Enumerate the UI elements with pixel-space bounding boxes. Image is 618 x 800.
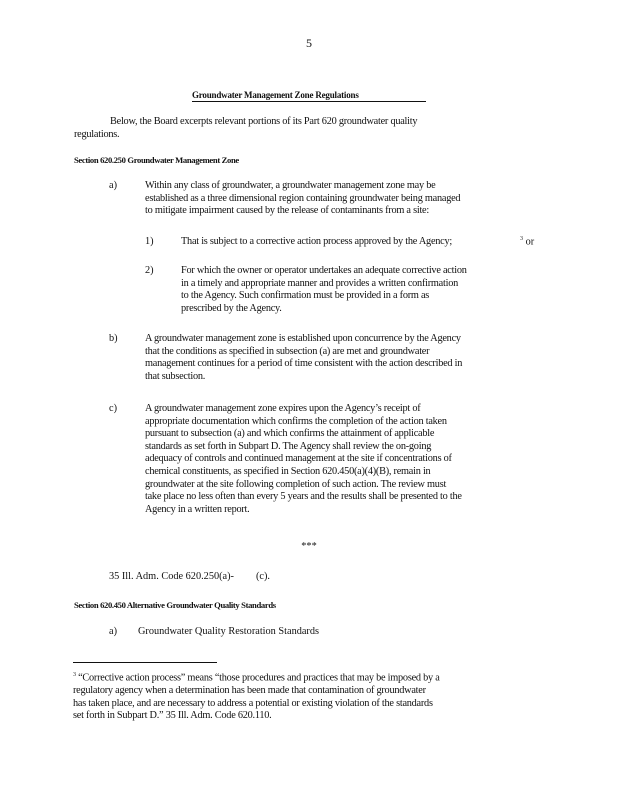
page-heading: Groundwater Management Zone Regulations: [192, 90, 426, 102]
footnote-reference-mark: 3: [520, 236, 523, 242]
item-450-a-label: a): [109, 626, 117, 637]
item-a-label: a): [109, 180, 117, 191]
citation-left: 35 Ill. Adm. Code 620.250(a)-: [109, 571, 234, 582]
item-b-label: b): [109, 333, 118, 344]
citation-right: (c).: [256, 571, 271, 582]
section-620-450-title: Section 620.450 Alternative Groundwater Quality Standards: [74, 600, 276, 610]
item-a1-trailing-text: or: [525, 236, 535, 248]
footnote-text: “Corrective action process” means “those procedures and practices that may be imposed by a regulatory agency when a determination has been made that contamination of groundwater has taken place, and are necessary to address a potential or existing violation of the standards set forth in Subpart D.” 35 Ill. Adm. Code 620.110.: [73, 672, 440, 722]
item-c-label: c): [109, 403, 117, 414]
item-450-a-text: Groundwater Quality Restoration Standards: [138, 626, 320, 637]
item-a-text: Within any class of groundwater, a groundwater management zone may be established as a three dimensional region containing groundwater being managed to mitigate impairment caused by the release of contaminants from a site:: [145, 180, 461, 217]
separator-asterisks: ***: [301, 541, 317, 552]
footnote-mark: 3: [73, 672, 76, 678]
section-620-250-title: Section 620.250 Groundwater Management Zone: [74, 155, 239, 165]
footnote-divider: [73, 662, 217, 663]
item-b-text: A groundwater management zone is established upon concurrence by the Agency that the conditions as specified in subsection (a) are met and groundwater management continues for a period of time consistent with the action described in that subsection.: [145, 333, 463, 382]
item-a1-label: 1): [145, 236, 154, 247]
item-a1-text: That is subject to a corrective action process approved by the Agency;: [181, 236, 452, 247]
item-a1-footnote-ref: [520, 236, 534, 247]
footnote: [73, 669, 441, 723]
item-a2-label: 2): [145, 265, 154, 276]
intro-paragraph: Below, the Board excerpts relevant portions of its Part 620 groundwater quality regulations.: [74, 116, 418, 140]
page-number: 5: [306, 36, 312, 50]
item-c-text: A groundwater management zone expires upon the Agency’s receipt of appropriate documentation which confirms the completion of the action taken pursuant to subsection (a) and which confirms the attainment of applicable standards as set forth in Subpart D. The Agency shall review the on-going adequacy of controls and continued management at the site if concentrations of chemical constituents, as specified in Section 620.450(a)(4)(B), remain in groundwater at the site following completion of such action. The review must take place no less often than every 5 years and the results shall be presented to the Agency in a written report.: [145, 403, 462, 515]
item-a2-text: For which the owner or operator undertakes an adequate corrective action in a timely and appropriate manner and provides a written confirmation to the Agency. Such confirmation must be provided in a form as prescribed by the Agency.: [181, 265, 467, 314]
